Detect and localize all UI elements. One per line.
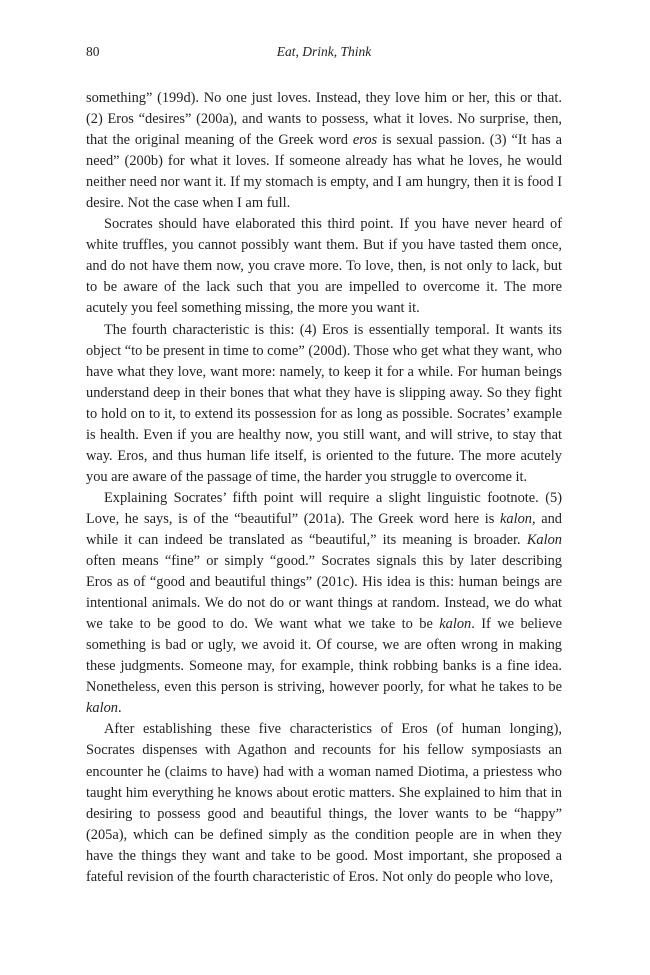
paragraph (86, 488, 562, 720)
running-head (86, 44, 562, 64)
text-run: something” (199d). No one just loves. Instead, they love him or her, this or that. (2) Eros “desires” (200a), and wants to possess, what it loves. No surprise, then, that the original meaning of the Greek word (86, 90, 562, 149)
page-number: 80 (86, 44, 100, 59)
text-run: often means “fine” or simply “good.” Socrates signals this by later describing Eros as of “good and beautiful things” (201c). His idea is this: human beings are intentional animals. We do not do or want things at random. Instead, we do what we take to be good to do. We want what we take to be (86, 553, 562, 633)
text-run: The fourth characteristic is this: (4) Eros is essentially temporal. It wants its object “to be present in time to come” (200d). Those who get what they want, who have what they love, want more: namely, to keep it for a while. For human beings understand deep in their bones that what they have is slipping away. So they fight to hold on to it, to extend its possession for as long as possible. Socrates’ example is health. Even if you are healthy now, you still want, and will strive, to stay that way. Eros, and thus human life itself, is oriented to the future. The more acutely you are aware of the passage of time, the harder you struggle to overcome it. (86, 321, 562, 485)
text-run: Socrates should have elaborated this third point. If you have never heard of white truffles, you cannot possibly want them. But if you have tasted them once, and do not have them now, you crave more. To love, then, is not only to lack, but to be aware of the lack such that you are impelled to overcome it. The more acutely you feel something missing, the more you want it. (86, 216, 562, 317)
text-run: , and while it can indeed be translated as “beautiful,” its meaning is broader. (86, 510, 562, 548)
italic-text: kalon (499, 510, 532, 527)
italic-text: kalon (86, 700, 118, 717)
paragraph (86, 320, 562, 488)
text-run: After establishing these five characteristics of Eros (of human longing), Socrates dispenses with Agathon and recounts for his fellow symposiasts an encounter he (claims to have) had with a woman named Diotima, a priestess who taught him everything he knows about erotic matters. She explained to him that in desiring to possess good and beautiful things, the lover wants to be “happy” (205a), which can be defined simply as the condition people are in when they have the things they want and take to be good. Most important, she proposed a fateful revision of the fourth characteristic of Eros. Not only do people who love, (86, 721, 562, 885)
text-run: . (117, 700, 122, 717)
text-run: . If we believe something is bad or ugly, we avoid it. Of course, we are often wrong in making these judgments. Someone may, for example, think robbing banks is a fine idea. Nonetheless, even this person is striving, however poorly, for what he takes to be (86, 616, 562, 696)
body-text (86, 88, 562, 888)
book-page (86, 0, 562, 975)
paragraph (86, 88, 562, 214)
paragraph (86, 214, 562, 319)
italic-text: Kalon (526, 531, 562, 548)
italic-text: eros (352, 132, 378, 149)
text-run: Explaining Socrates’ fifth point will require a slight linguistic footnote. (5) Love, he says, is of the “beautiful” (201a). The Greek word here is (86, 489, 562, 527)
running-title: Eat, Drink, Think (276, 44, 372, 59)
paragraph (86, 719, 562, 887)
text-run: is sexual passion. (3) “It has a need” (200b) for what it loves. If someone already has what he loves, he would neither need nor want it. If my stomach is empty, and I am hungry, then it is food I desire. Not the case when I am full. (86, 132, 562, 212)
italic-text: kalon (439, 616, 472, 633)
